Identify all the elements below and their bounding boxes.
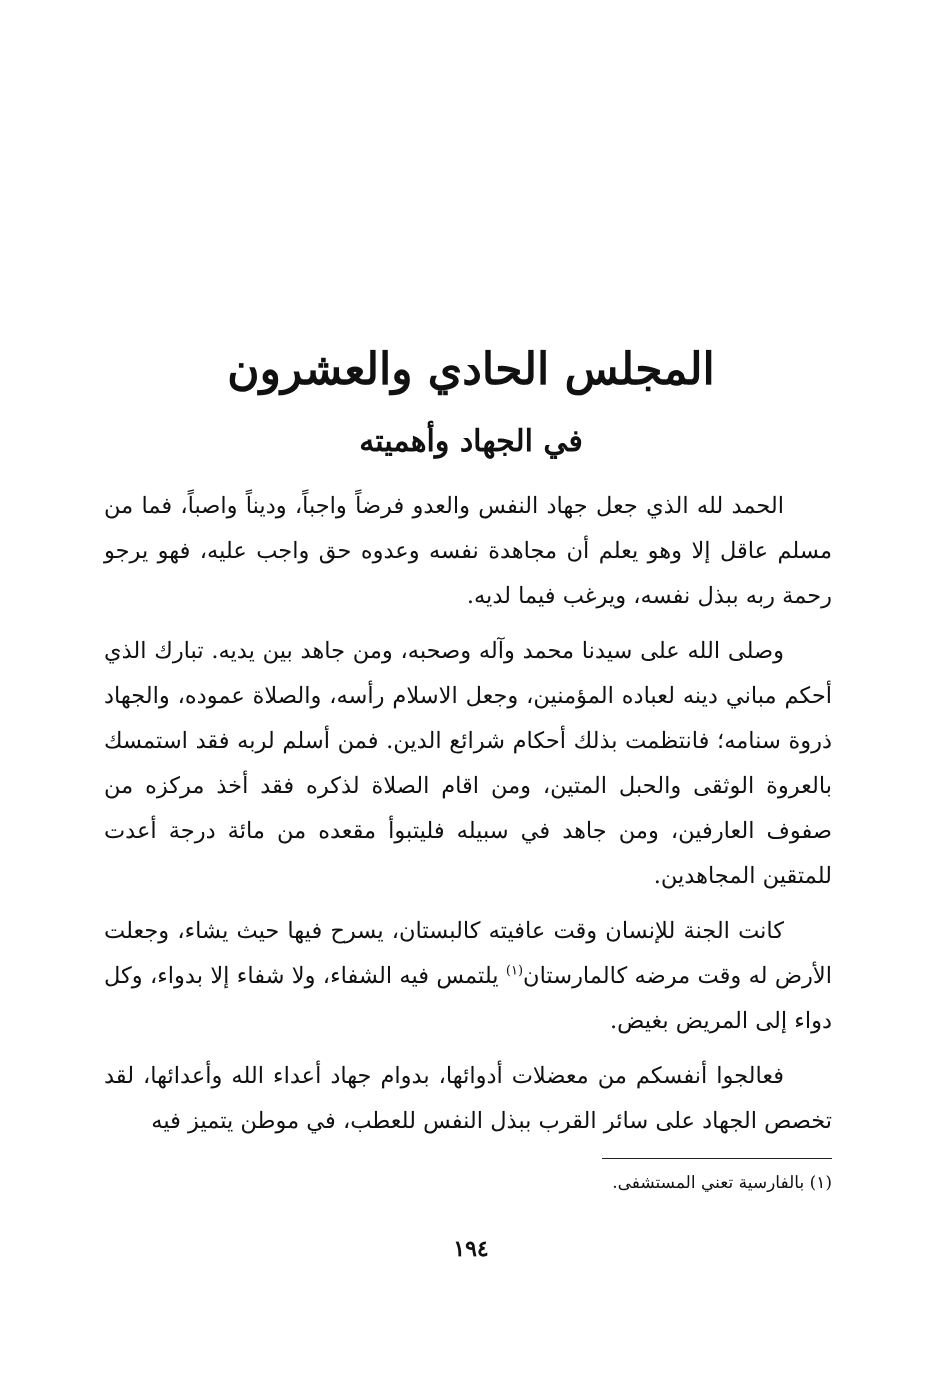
footnote-marker: (١) xyxy=(505,963,524,979)
footnote-divider xyxy=(602,1158,832,1159)
footnote: (١) بالفارسية تعني المستشفى. xyxy=(612,1173,832,1193)
paragraph-2: وصلى الله على سيدنا محمد وآله وصحبه، ومن جاهد بين يديه. تبارك الذي أحكم مباني دينه لعباده المؤمنين، وجعل الاسلام رأسه، والصلاة عموده، والجهاد ذروة سنامه؛ فانتظمت بذلك أحكام شرائع الدين. فمن أسلم لربه فقد استمسك بالعروة الوثقى والحبل المتين، ومن اقام الصلاة لذكره فقد أخذ مركزه من صفوف العارفين، ومن جاهد في سبيله فليتبوأ مقعده من مائة درجة أعدت للمتقين المجاهدين. xyxy=(104,638,832,889)
chapter-title: المجلس الحادي والعشرون xyxy=(227,344,715,395)
body-text xyxy=(104,484,832,1154)
paragraph-1: الحمد لله الذي جعل جهاد النفس والعدو فرضاً واجباً، وديناً واصباً، فما من مسلم عاقل إلا وهو يعلم أن مجاهدة نفسه وعدوه حق واجب عليه، فهو يرجو رحمة ربه ببذل نفسه، ويرغب فيما لديه. xyxy=(104,493,832,609)
paragraph-3-before-note: كانت الجنة للإنسان وقت عافيته كالبستان، يسرح فيها حيث يشاء، وجعلت الأرض له وقت مرضه كالمارستان xyxy=(104,918,833,989)
chapter-subtitle: في الجهاد وأهميته xyxy=(359,424,583,459)
paragraph-4: فعالجوا أنفسكم من معضلات أدوائها، بدوام جهاد أعداء الله وأعدائها، لقد تخصص الجهاد على سائر القرب ببذل النفس للعطب، في موطن يتميز فيه xyxy=(104,1063,832,1134)
paragraph-3 xyxy=(104,909,832,1044)
page-number: ١٩٤ xyxy=(453,1236,489,1262)
paragraph-3-after-note: يلتمس فيه الشفاء، ولا شفاء إلا بدواء، وكل دواء إلى المريض بغيض. xyxy=(104,963,832,1034)
